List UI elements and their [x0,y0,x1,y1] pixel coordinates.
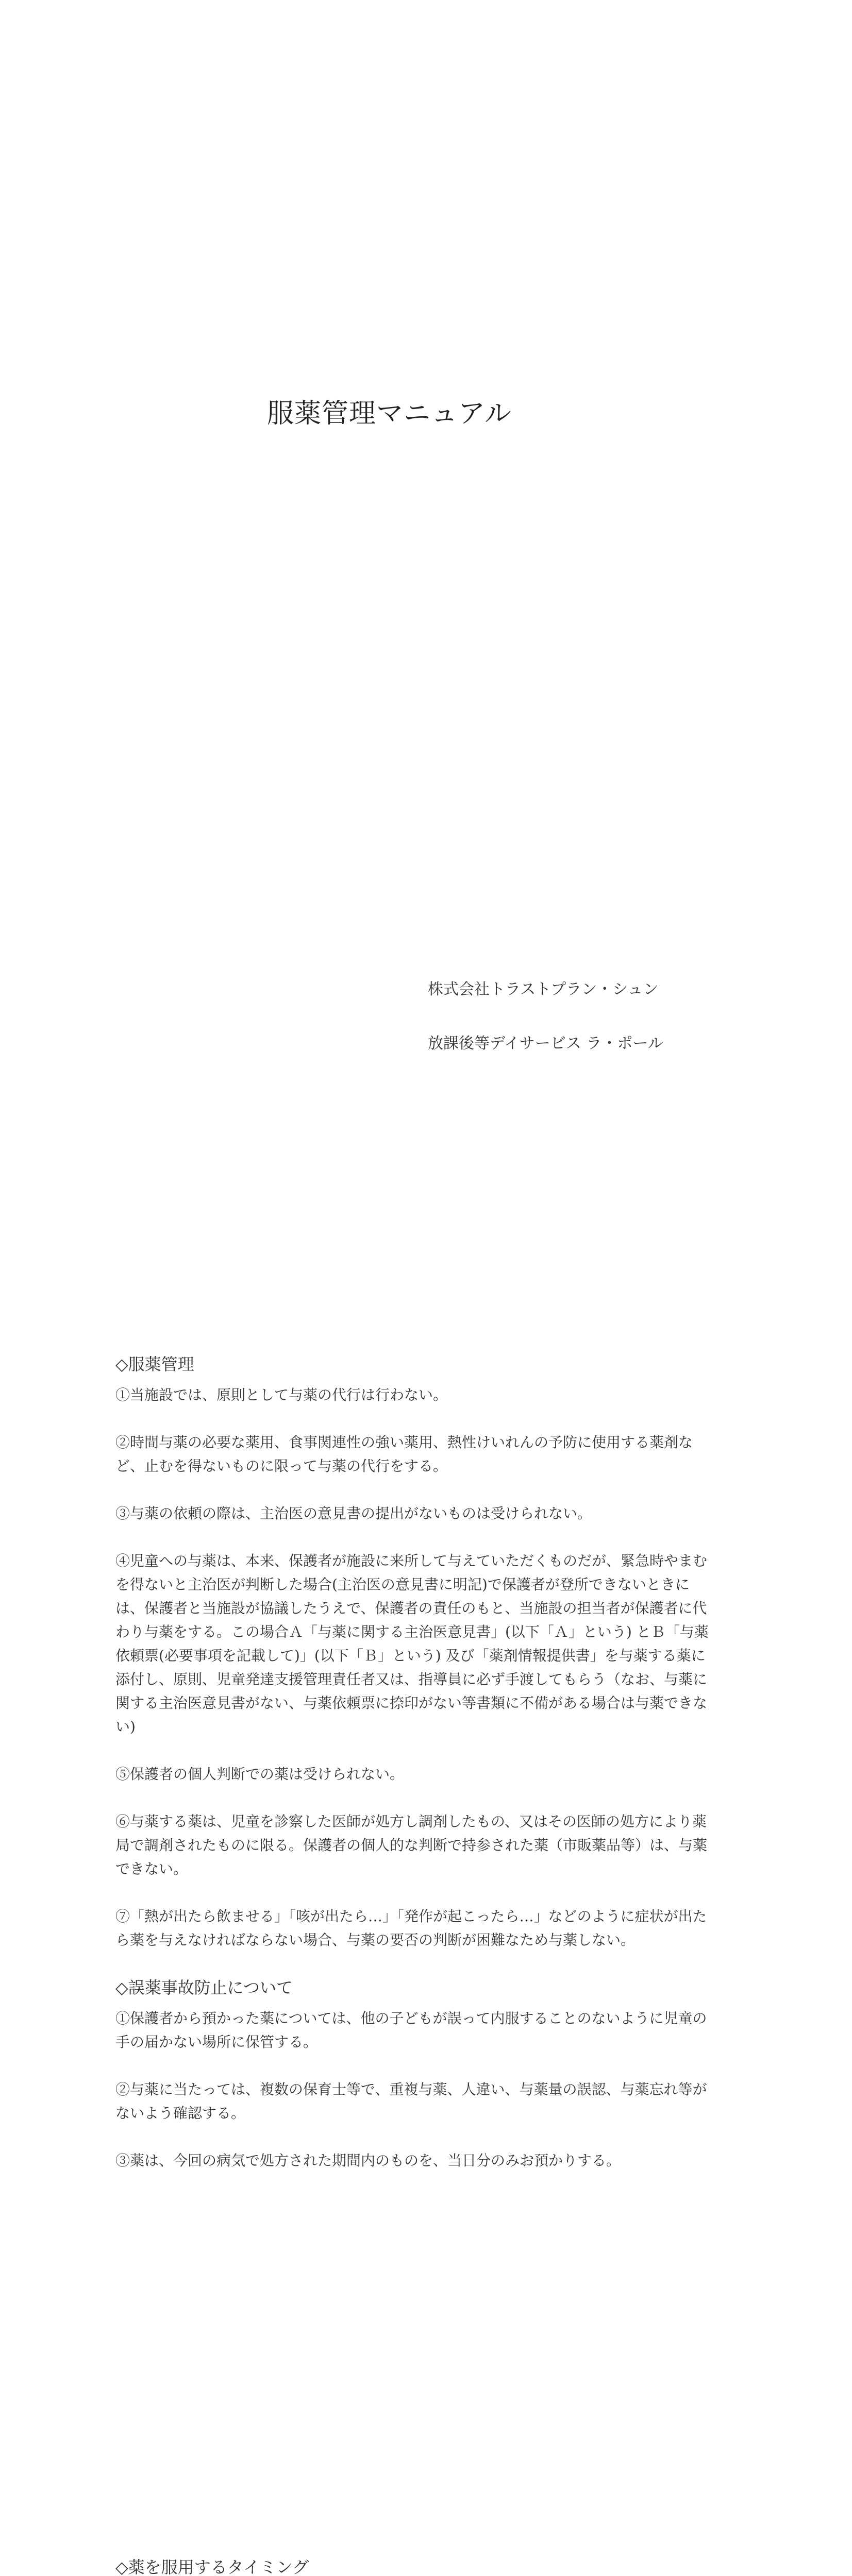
management-item-5: ⑤保護者の個人判断での薬は受けられない。 [115,1766,405,1783]
section-heading: ◇誤薬事故防止について [115,1978,293,1997]
management-item-4: ④児童への与薬は、本来、保護者が施設に来所して与えていただくものだが、緊急時やまむを得ないと主治医が判断した場合(主治医の意見書に明記)で保護者が登所できないときには、保護者と当施設が協議したうえで、保護者の責任のもと、当施設の担当者が保護者に代わり与薬をする。この場合Ａ「与薬に関する主治医意見書」(以下「Ａ」という) とＢ「与薬依頼票(必要事項を記載して)」(以下「Ｂ」という) 及び「薬剤情報提供書」を与薬する薬に添付し、原則、児童発達支援管理責任者又は、指導員に必ず手渡してもらう（なお、与薬に関する主治医意見書がない、与薬依頼票に捺印がない等書類に不備がある場合は与薬できない) [115,1552,709,1735]
section-heading: ◇服薬管理 [115,1354,194,1374]
document-title: 服薬管理マニュアル [267,398,512,429]
management-item-1: ①当施設では、原則として与薬の代行は行わない。 [115,1386,448,1403]
section-timing [115,2555,713,2576]
management-item-2: ②時間与薬の必要な薬用、食事関連性の強い薬用、熱性けいれんの予防に使用する薬剤など、止むを得ないものに限って与薬の代行をする。 [115,1434,693,1475]
section-medication-management [115,1352,713,2173]
prevention-item-3: ③薬は、今回の病気で処方された期間内のものを、当日分のみお預かりする。 [115,2152,621,2169]
management-item-3: ③与薬の依頼の際は、主治医の意見書の提出がないものは受けられない。 [115,1505,592,1522]
management-item-6: ⑥与薬する薬は、児童を診察した医師が処方し調剤したもの、又はその医師の処方により薬局で調剤されたものに限る。保護者の個人的な判断で持参された薬（市販薬品等）は、与薬できない。 [115,1813,708,1877]
section-heading: ◇薬を服用するタイミング [115,2557,309,2576]
facility-name: 放課後等デイサービス ラ・ポール [428,1035,663,1053]
prevention-item-2: ②与薬に当たっては、複数の保育士等で、重複与薬、人違い、与薬量の誤認、与薬忘れ等がないよう確認する。 [115,2081,707,2122]
management-item-7: ⑦「熱が出たら飲ませる」「咳が出たら…」「発作が起こったら…」などのように症状が出たら薬を与えなければならない場合、与薬の要否の判断が困難なため与薬しない。 [115,1908,707,1948]
company-name: 株式会社トラストプラン・シュン [428,980,659,998]
prevention-item-1: ①保護者から預かった薬については、他の子どもが誤って内服することのないように児童の手の届かない場所に保管する。 [115,2010,707,2050]
